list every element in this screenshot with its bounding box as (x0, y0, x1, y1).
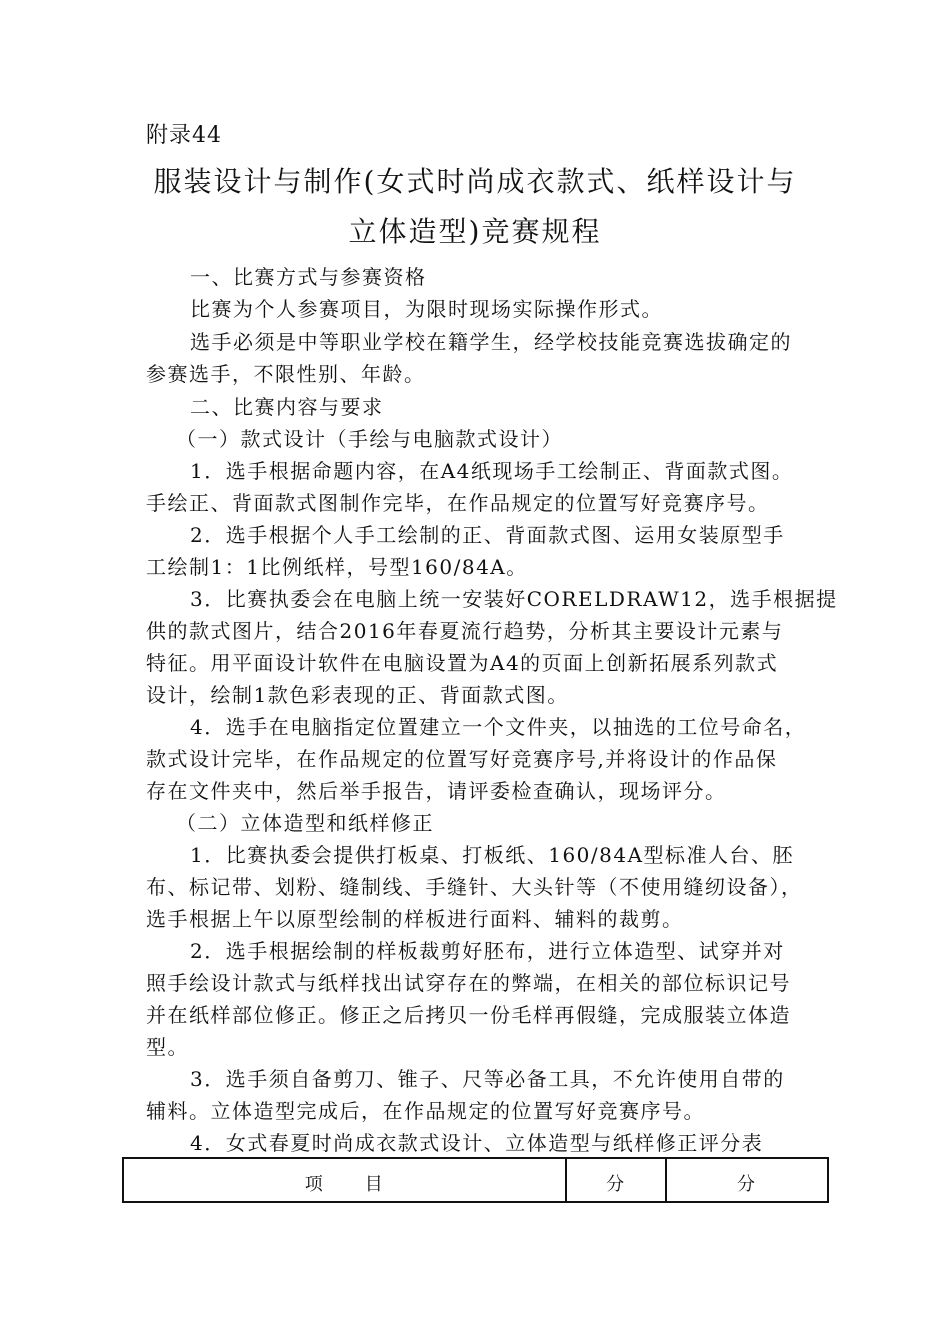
table-header-score: 分 (566, 1158, 665, 1202)
paragraph-line: 选手根据上午以原型绘制的样板进行面料、辅料的裁剪。 (146, 907, 684, 931)
paragraph-line: 比赛为个人参赛项目，为限时现场实际操作形式。 (190, 297, 663, 321)
paragraph-line: 存在文件夹中，然后举手报告，请评委检查确认，现场评分。 (146, 779, 727, 803)
table-header-row (123, 1158, 828, 1202)
section-heading-2: 二、比赛内容与要求 (190, 395, 384, 419)
section-heading-1: 一、比赛方式与参赛资格 (190, 265, 427, 289)
subsection-heading-1: （一）款式设计（手绘与电脑款式设计） (176, 427, 563, 451)
document-title-line-2: 立体造型)竞赛规程 (348, 215, 602, 248)
paragraph-line: 手绘正、背面款式图制作完毕，在作品规定的位置写好竞赛序号。 (146, 491, 770, 515)
paragraph-line: 供的款式图片，结合2016年春夏流行趋势，分析其主要设计元素与 (146, 619, 784, 643)
paragraph-line: 设计，绘制1款色彩表现的正、背面款式图。 (146, 683, 569, 707)
paragraph-line: 1．比赛执委会提供打板桌、打板纸、160/84A型标准人台、胚 (190, 843, 795, 867)
paragraph-line: 选手必须是中等职业学校在籍学生，经学校技能竞赛选拔确定的 (190, 330, 792, 354)
table-header-score: 分 (666, 1158, 828, 1202)
appendix-label: 附录44 (146, 123, 222, 148)
paragraph-line: 布、标记带、划粉、缝制线、手缝针、大头针等（不使用缝纫设备）， (146, 875, 803, 899)
score-table (122, 1157, 829, 1203)
paragraph-line: 款式设计完毕，在作品规定的位置写好竞赛序号,并将设计的作品保 (146, 747, 778, 771)
paragraph-line: 参赛选手，不限性别、年龄。 (146, 362, 426, 386)
paragraph-line: 照手绘设计款式与纸样找出试穿存在的弊端，在相关的部位标识记号 (146, 971, 791, 995)
paragraph-line: 2．选手根据绘制的样板裁剪好胚布，进行立体造型、试穿并对 (190, 939, 785, 963)
paragraph-line: 2．选手根据个人手工绘制的正、背面款式图、运用女装原型手 (190, 523, 785, 547)
subsection-heading-2: （二）立体造型和纸样修正 (176, 811, 434, 835)
paragraph-line: 辅料。立体造型完成后，在作品规定的位置写好竞赛序号。 (146, 1099, 705, 1123)
paragraph-line: 3．比赛执委会在电脑上统一安装好CORELDRAW12，选手根据提 (190, 587, 838, 611)
table-caption: 4．女式春夏时尚成衣款式设计、立体造型与纸样修正评分表 (190, 1131, 764, 1155)
paragraph-line: 4．选手在电脑指定位置建立一个文件夹，以抽选的工位号命名， (190, 715, 807, 739)
paragraph-line: 型。 (146, 1035, 189, 1059)
paragraph-line: 1．选手根据命题内容，在A4纸现场手工绘制正、背面款式图。 (190, 459, 794, 483)
paragraph-line: 特征。用平面设计软件在电脑设置为A4的页面上创新拓展系列款式 (146, 651, 779, 675)
paragraph-line: 3．选手须自备剪刀、锥子、尺等必备工具，不允许使用自带的 (190, 1067, 785, 1091)
table-header-item: 项 目 (123, 1158, 566, 1202)
document-title-line-1: 服装设计与制作(女式时尚成衣款式、纸样设计与 (153, 165, 797, 198)
paragraph-line: 工绘制1：1比例纸样，号型160/84A。 (146, 555, 528, 579)
paragraph-line: 并在纸样部位修正。修正之后拷贝一份毛样再假缝，完成服装立体造 (146, 1003, 791, 1027)
